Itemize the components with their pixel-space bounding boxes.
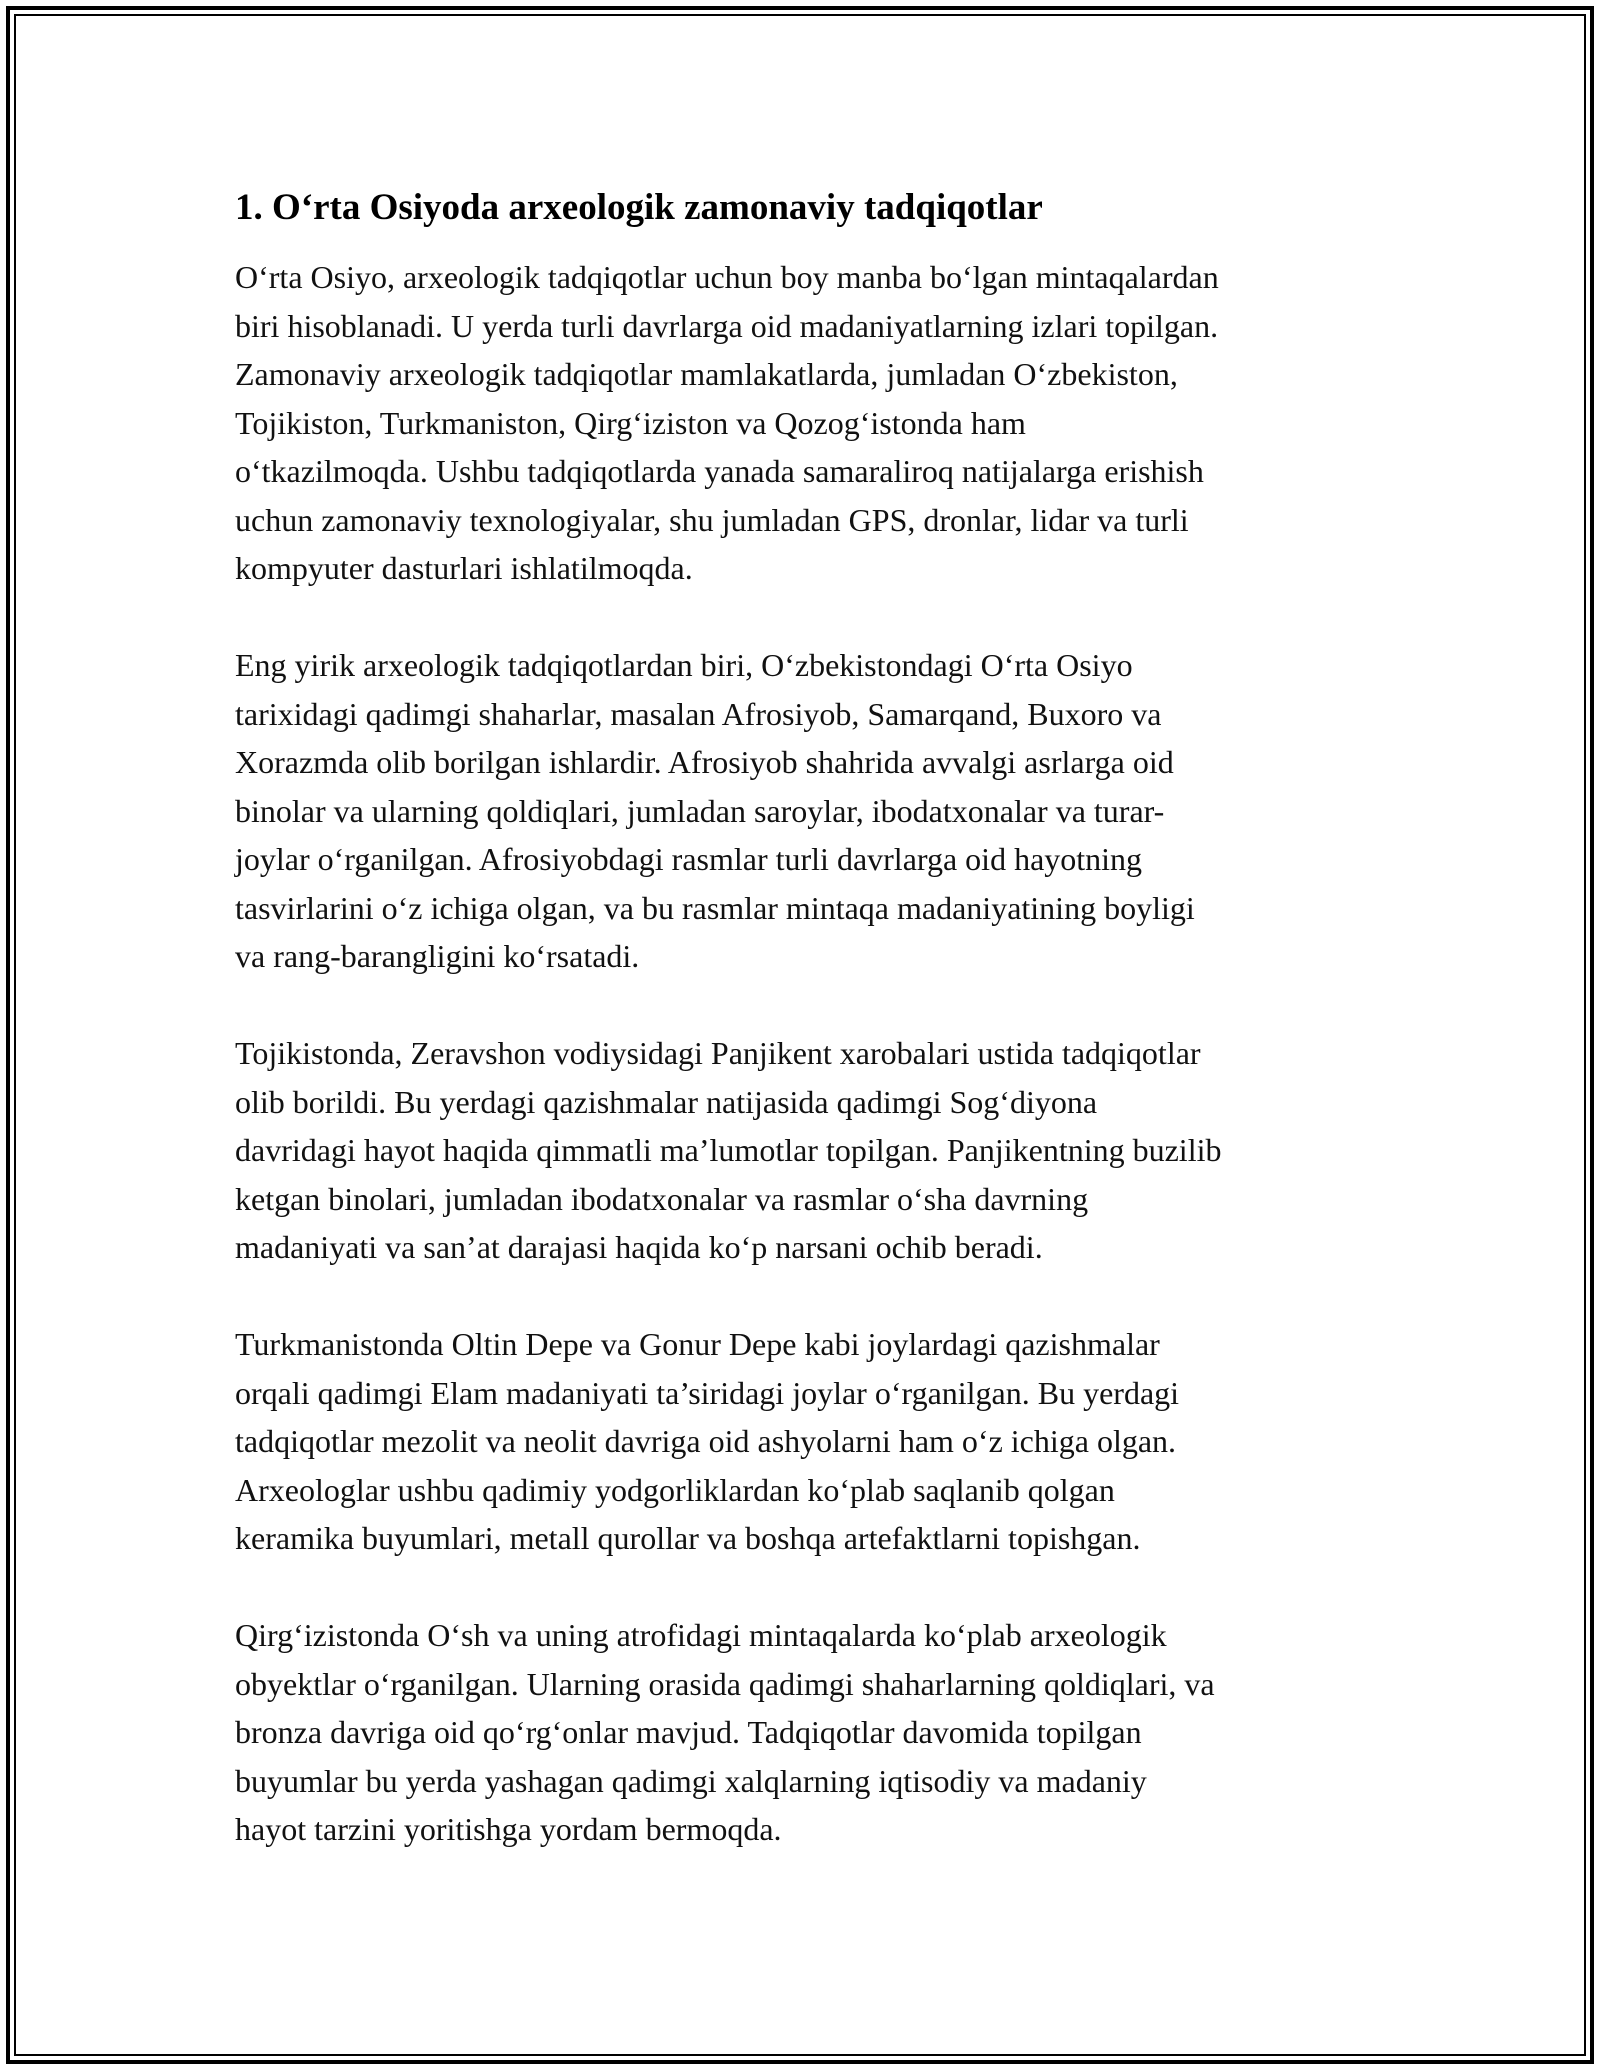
- paragraph-2: [235, 641, 1385, 981]
- paragraph-line: Zamonaviy arxeologik tadqiqotlar mamlakatlarda, jumladan O‘zbekiston,: [235, 356, 1178, 392]
- paragraph-line: davridagi hayot haqida qimmatli ma’lumotlar topilgan. Panjikentning buzilib: [235, 1132, 1222, 1168]
- paragraph-line: Xorazmda olib borilgan ishlardir. Afrosiyob shahrida avvalgi asrlarga oid: [235, 744, 1174, 780]
- paragraph-line: kompyuter dasturlari ishlatilmoqda.: [235, 550, 693, 586]
- paragraph-line: orqali qadimgi Elam madaniyati ta’siridagi joylar o‘rganilgan. Bu yerdagi: [235, 1374, 1180, 1411]
- paragraph-line: binolar va ularning qoldiqlari, jumladan saroylar, ibodatxonalar va turar-: [235, 792, 1165, 829]
- paragraph-1: [235, 253, 1385, 593]
- paragraph-line: keramika buyumlari, metall qurollar va boshqa artefaktlarni topishgan.: [235, 1520, 1141, 1556]
- paragraph-3: [235, 1029, 1385, 1272]
- paragraph-line: o‘tkazilmoqda. Ushbu tadqiqotlarda yanada samaraliroq natijalarga erishish: [235, 453, 1204, 489]
- paragraph-line: ketgan binolari, jumladan ibodatxonalar va rasmlar o‘sha davrning: [235, 1180, 1089, 1217]
- paragraph-line: joylar o‘rganilgan. Afrosiyobdagi rasmlar turli davrlarga oid hayotning: [235, 841, 1143, 877]
- paragraph-4: [235, 1320, 1385, 1563]
- paragraph-line: Arxeologlar ushbu qadimiy yodgorliklardan ko‘plab saqlanib qolgan: [235, 1471, 1115, 1508]
- paragraph-line: tasvirlarini o‘z ichiga olgan, va bu rasmlar mintaqa madaniyatining boyligi: [235, 889, 1195, 926]
- paragraph-line: olib borildi. Bu yerdagi qazishmalar natijasida qadimgi Sog‘diyona: [235, 1083, 1098, 1120]
- paragraph-line: uchun zamonaviy texnologiyalar, shu jumladan GPS, dronlar, lidar va turli: [235, 501, 1189, 538]
- paragraph-5: [235, 1611, 1385, 1854]
- paragraph-line: obyektlar o‘rganilgan. Ularning orasida qadimgi shaharlarning qoldiqlari, va: [235, 1665, 1215, 1702]
- paragraph-line: O‘rta Osiyo, arxeologik tadqiqotlar uchun boy manba bo‘lgan mintaqalardan: [235, 259, 1219, 295]
- paragraph-line: madaniyati va san’at darajasi haqida ko‘p narsani ochib beradi.: [235, 1229, 1043, 1265]
- paragraph-line: Turkmanistonda Oltin Depe va Gonur Depe kabi joylardagi qazishmalar: [235, 1326, 1160, 1362]
- paragraph-line: tadqiqotlar mezolit va neolit davriga oid ashyolarni ham o‘z ichiga olgan.: [235, 1423, 1177, 1459]
- section-heading: 1. O‘rta Osiyoda arxeologik zamonaviy tadqiqotlar: [235, 187, 1043, 228]
- paragraph-line: Eng yirik arxeologik tadqiqotlardan biri, O‘zbekistondagi O‘rta Osiyo: [235, 647, 1133, 683]
- paragraph-line: tarixidagi qadimgi shaharlar, masalan Afrosiyob, Samarqand, Buxoro va: [235, 695, 1162, 732]
- paragraph-line: buyumlar bu yerda yashagan qadimgi xalqlarning iqtisodiy va madaniy: [235, 1762, 1147, 1799]
- paragraph-line: va rang-barangligini ko‘rsatadi.: [235, 938, 640, 974]
- paragraph-line: Qirg‘izistonda O‘sh va uning atrofidagi mintaqalarda ko‘plab arxeologik: [235, 1617, 1167, 1653]
- document-body: [235, 185, 1385, 1902]
- paragraph-line: bronza davriga oid qo‘rg‘onlar mavjud. Tadqiqotlar davomida topilgan: [235, 1714, 1142, 1750]
- paragraph-line: biri hisoblanadi. U yerda turli davrlarga oid madaniyatlarning izlari topilgan.: [235, 307, 1219, 344]
- paragraph-line: Tojikiston, Turkmaniston, Qirg‘iziston va Qozog‘istonda ham: [235, 404, 1026, 441]
- paragraph-line: hayot tarzini yoritishga yordam bermoqda.: [235, 1811, 782, 1847]
- paragraph-line: Tojikistonda, Zeravshon vodiysidagi Panjikent xarobalari ustida tadqiqotlar: [235, 1035, 1201, 1071]
